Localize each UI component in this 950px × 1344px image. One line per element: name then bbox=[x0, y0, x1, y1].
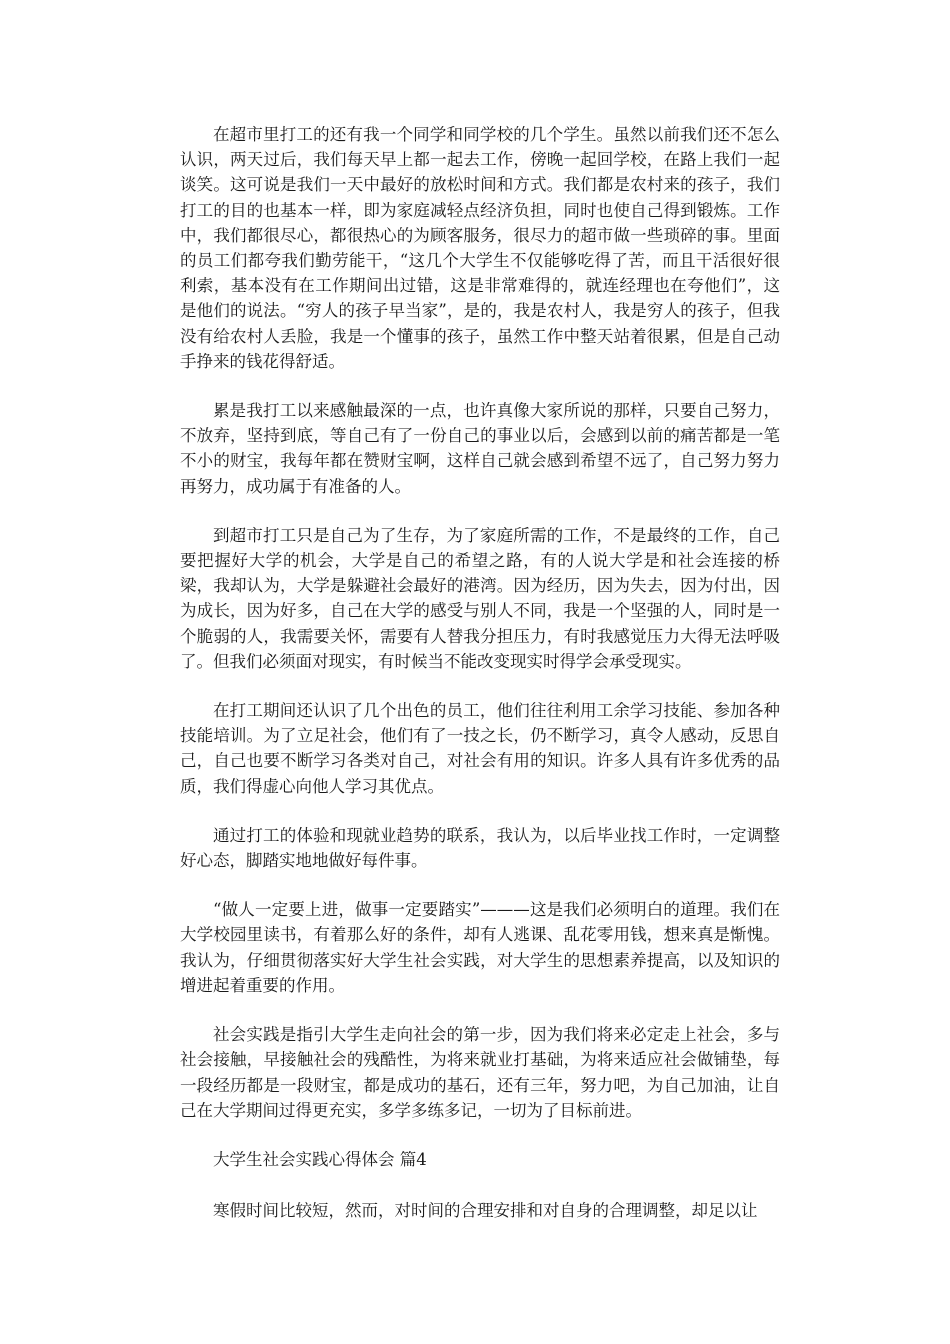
paragraph-university-meaning: 到超市打工只是自己为了生存，为了家庭所需的工作，不是最终的工作，自己要把握好大学的机会，大学是自己的希望之路，有的人说大学是和社会连接的桥梁，我却认为，大学是躲避社会最好的港湾。因为经历，因为失去，因为付出，因为成长，因为好多，自己在大学的感受与别人不同，我是一个坚强的人，同时是一个脆弱的人，我需要关怀，需要有人替我分担压力，有时我感觉压力大得无法呼吸了。但我们必须面对现实，有时候当不能改变现实时得学会承受现实。 bbox=[180, 525, 780, 671]
paragraph-winter-vacation: 寒假时间比较短，然而，对时间的合理安排和对自身的合理调整，却足以让 bbox=[213, 1201, 758, 1221]
document-body bbox=[180, 122, 780, 1247]
paragraph-life-principle: “做人一定要上进，做事一定要踏实”———这是我们必须明白的道理。我们在大学校园里读书，有着那么好的条件，却有人逃课、乱花零用钱，想来真是惭愧。我认为，仔细贯彻落实好大学生社会实践，对大学生的思想素养提高，以及知识的增进起着重要的作用。 bbox=[180, 900, 780, 995]
section-title: 大学生社会实践心得体会 篇4 bbox=[213, 1149, 427, 1169]
paragraph-tiredness: 累是我打工以来感触最深的一点，也许真像大家所说的那样，只要自己努力，不放弃，坚持到底，等自己有了一份自己的事业以后，会感到以前的痛苦都是一笔不小的财宝，我每年都在赞财宝啊，这样自己就会感到希望不远了，自己努力努力再努力，成功属于有准备的人。 bbox=[180, 401, 780, 496]
paragraph-supermarket-classmates: 在超市里打工的还有我一个同学和同学校的几个学生。虽然以前我们还不怎么认识，两天过后，我们每天早上都一起去工作，傍晚一起回学校，在路上我们一起谈笑。这可说是我们一天中最好的放松时间和方式。我们都是农村来的孩子，我们打工的目的也基本一样，即为家庭减轻点经济负担，同时也使自己得到锻炼。工作中，我们都很尽心，都很热心的为顾客服务，很尽力的超市做一些琐碎的事。里面的员工们都夸我们勤劳能干，“这几个大学生不仅能够吃得了苦，而且干活很好很利索，基本没有在工作期间出过错，这是非常难得的，就连经理也在夸他们”，这是他们的说法。“穷人的孩子早当家”，是的，我是农村人，我是穷人的孩子，但我没有给农村人丢脸，我是一个懂事的孩子，虽然工作中整天站着很累，但是自己动手挣来的钱花得舒适。 bbox=[180, 125, 780, 371]
paragraph-social-practice: 社会实践是指引大学生走向社会的第一步，因为我们将来必定走上社会，多与社会接触，早接触社会的残酷性，为将来就业打基础，为将来适应社会做铺垫，每一段经历都是一段财宝，都是成功的基石，还有三年，努力吧，为自己加油，让自己在大学期间过得更充实，多学多练多记，一切为了目标前进。 bbox=[180, 1025, 780, 1120]
paragraph-excellent-staff: 在打工期间还认识了几个出色的员工，他们往往利用工余学习技能、参加各种技能培训。为了立足社会，他们有了一技之长，仍不断学习，真令人感动，反思自己，自己也要不断学习各类对自己，对社会有用的知识。许多人具有许多优秀的品质，我们得虚心向他人学习其优点。 bbox=[180, 701, 780, 796]
paragraph-job-attitude: 通过打工的体验和现就业趋势的联系，我认为，以后毕业找工作时，一定调整好心态，脚踏实地地做好每件事。 bbox=[180, 825, 780, 871]
